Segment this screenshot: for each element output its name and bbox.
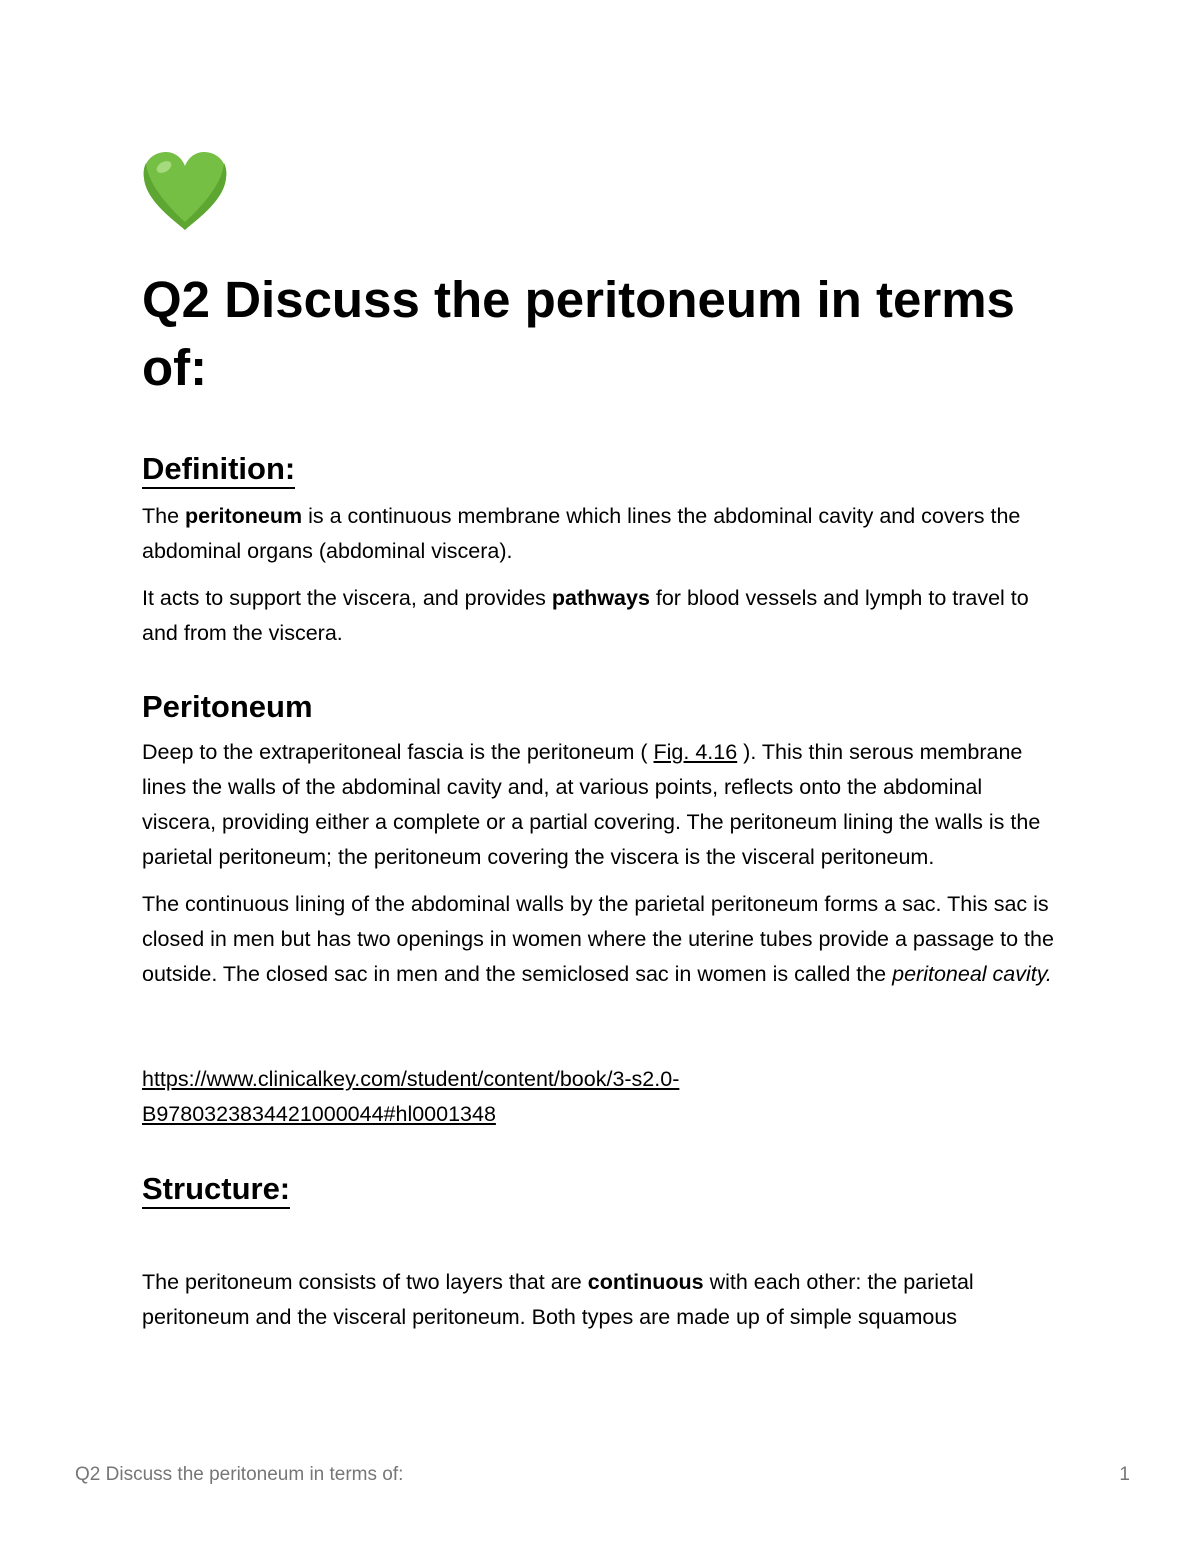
bold-term-continuous: continuous [587, 1270, 704, 1294]
clinicalkey-link[interactable]: https://www.clinicalkey.com/student/content/book/3-s2.0- B9780323834421000044#hl0001348 [142, 1067, 680, 1126]
footer-title: Q2 Discuss the peritoneum in terms of: [75, 1464, 404, 1485]
page-footer [75, 1464, 1130, 1486]
peritoneum-paragraph-1: Deep to the extraperitoneal fascia is the peritoneum ( Fig. 4.16 ). This thin serous membrane lines the walls of the abdominal cavity and, at various points, reflects onto the abdominal viscera, providing either a complete or a partial covering. The peritoneum lining the walls is the parietal peritoneum; the peritoneum covering the viscera is the visceral peritoneum. [142, 740, 1041, 869]
document-body [142, 150, 1062, 1335]
page-title: Q2 Discuss the peritoneum in terms of: [142, 271, 1015, 396]
bold-term-pathways: pathways [551, 586, 650, 610]
definition-heading: Definition: [142, 452, 295, 489]
footer-page-number: 1 [1119, 1464, 1130, 1485]
green-heart-icon [142, 150, 228, 232]
figure-link[interactable]: Fig. 4.16 [653, 740, 738, 764]
source-url [142, 1062, 1062, 1132]
structure-heading: Structure: [142, 1172, 290, 1209]
peritoneum-paragraph-2: The continuous lining of the abdominal walls by the parietal peritoneum forms a sac. This sac is closed in men but has two openings in women where the uterine tubes provide a passage to the outside. The closed sac in men and the semiclosed sac in women is called the peritoneal cavity. [142, 892, 1054, 986]
italic-term-peritoneal-cavity: peritoneal cavity. [892, 962, 1052, 986]
definition-paragraph-1: The peritoneum is a continuous membrane which lines the abdominal cavity and covers the abdominal organs (abdominal viscera). [142, 504, 1021, 563]
structure-paragraph-1: The peritoneum consists of two layers that are continuous with each other: the parietal peritoneum and the visceral peritoneum. Both types are made up of simple squamous [142, 1270, 974, 1329]
peritoneum-heading: Peritoneum [142, 689, 313, 724]
definition-paragraph-2: It acts to support the viscera, and provides pathways for blood vessels and lymph to travel to and from the viscera. [142, 586, 1029, 645]
bold-term-peritoneum: peritoneum [185, 504, 303, 528]
